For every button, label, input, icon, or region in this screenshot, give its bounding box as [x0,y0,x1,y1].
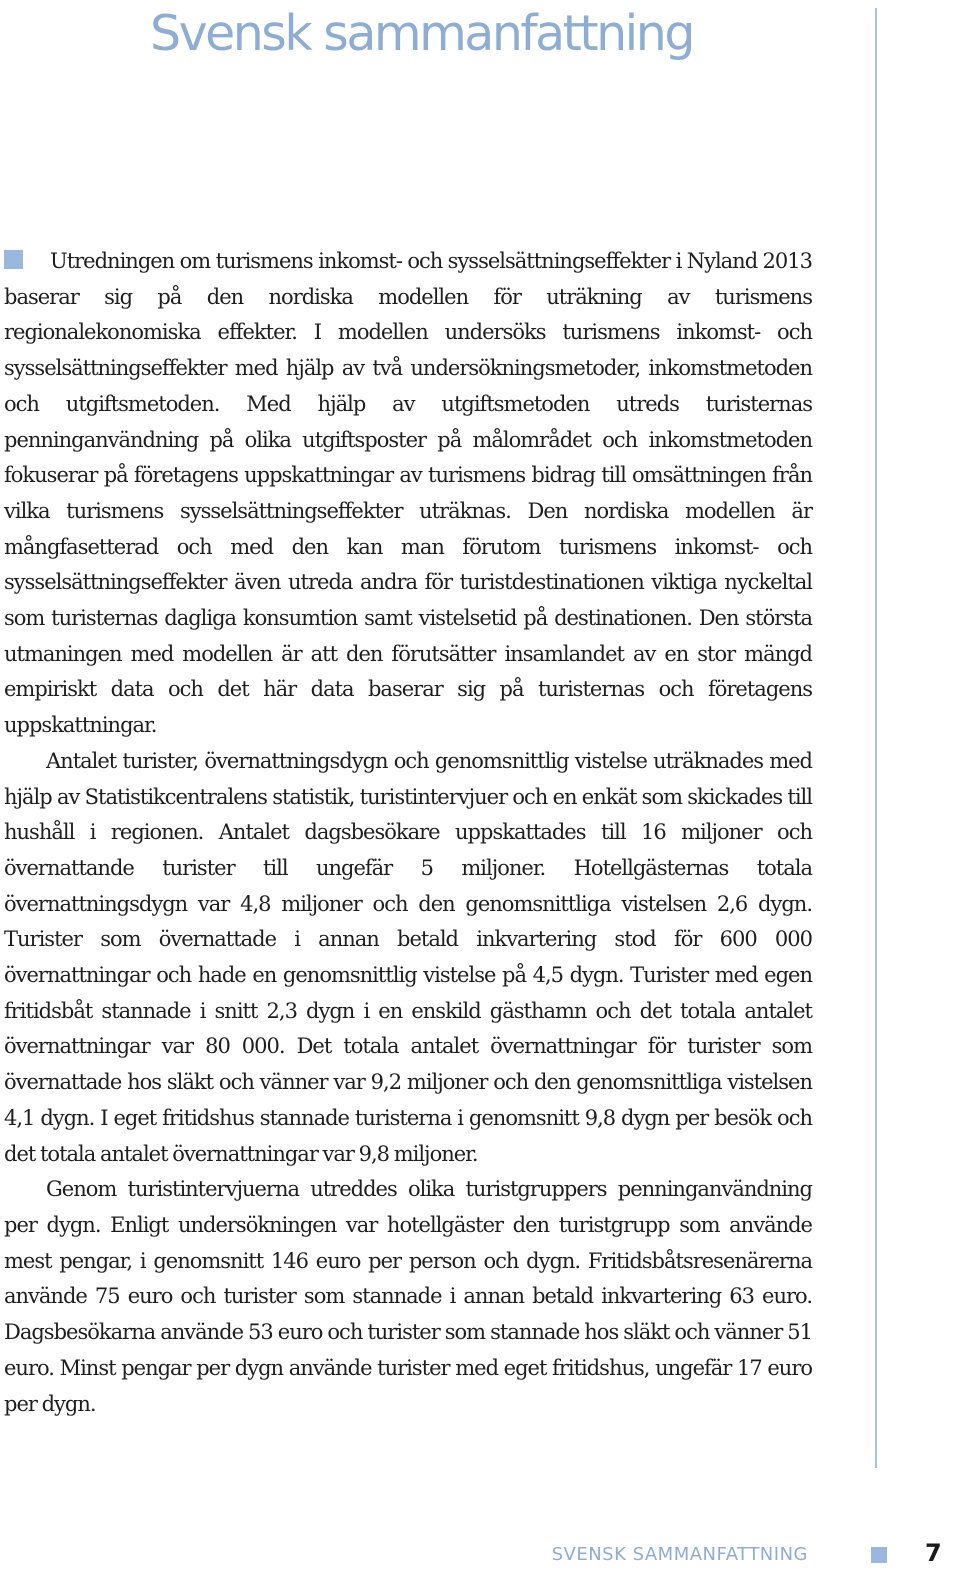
body-text [4,244,812,1422]
footer-section-label: SVENSK SAMMANFATTNING [551,1544,808,1565]
vertical-rule [875,8,877,1468]
paragraph-1 [4,244,812,744]
paragraph-1-text: Utredningen om turismens inkomst- och sysselsättningseffekter i Nyland 2013 baserar sig på den nordiska modellen för uträkning av turismens regionalekonomiska effekter. I modellen undersöks turismens inkomst- och sysselsättningseffekter med hjälp av två undersökningsmetoder, inkomstmetoden och utgiftsmetoden. Med hjälp av utgiftsmetoden utreds turisternas penninganvändning på olika utgiftsposter på målområdet och inkomstmetoden fokuserar på företagens uppskattningar av turismens bidrag till omsättningen från vilka turismens sysselsättningseffekter uträknas. Den nordiska modellen är mångfasetterad och med den kan man förutom turismens inkomst- och sysselsättningseffekter även utreda andra för turistdestinationen viktiga nyckeltal som turisternas dagliga konsumtion samt vistelsetid på destinationen. Den största utmaningen med modellen är att den förutsätter insamlandet av en stor mängd empiriskt data och det här data baserar sig på turisternas och företagens uppskattningar. [4,249,812,738]
square-bullet-icon [4,250,23,269]
footer-square-icon [871,1547,887,1563]
page-title: Svensk sammanfattning [150,5,693,62]
paragraph-2: Antalet turister, övernattningsdygn och genomsnittlig vistelse uträknades med hjälp av Statistikcentralens statistik, turistintervjuer och en enkät som skickades till hushåll i regionen. Antalet dagsbesökare uppskattades till 16 miljoner och övernattande turister till ungefär 5 miljoner. Hotellgästernas totala övernattningsdygn var 4,8 miljoner och den genomsnittliga vistelsen 2,6 dygn. Turister som övernattade i annan betald inkvartering stod för 600 000 övernattningar och hade en genomsnittlig vistelse på 4,5 dygn. Turister med egen fritidsbåt stannade i snitt 2,3 dygn i en enskild gästhamn och det totala antalet övernattningar var 80 000. Det totala antalet övernattningar för turister som övernattade hos släkt och vänner var 9,2 miljoner och den genomsnittliga vistelsen 4,1 dygn. I eget fritidshus stannade turisterna i genomsnitt 9,8 dygn per besök och det totala antalet övernattningar var 9,8 miljoner. [4,748,812,1166]
paragraph-3: Genom turistintervjuerna utreddes olika turistgruppers penninganvändning per dygn. Enligt undersökningen var hotellgäster den turistgrupp som använde mest pengar, i genomsnitt 146 euro per person och dygn. Fritidsbåtsresenärerna använde 75 euro och turister som stannade i annan betald inkvartering 63 euro. Dagsbesökarna använde 53 euro och turister som stannade hos släkt och vänner 51 euro. Minst pengar per dygn använde turister med eget fritidshus, ungefär 17 euro per dygn. [4,1177,812,1416]
page-number: 7 [925,1539,942,1567]
